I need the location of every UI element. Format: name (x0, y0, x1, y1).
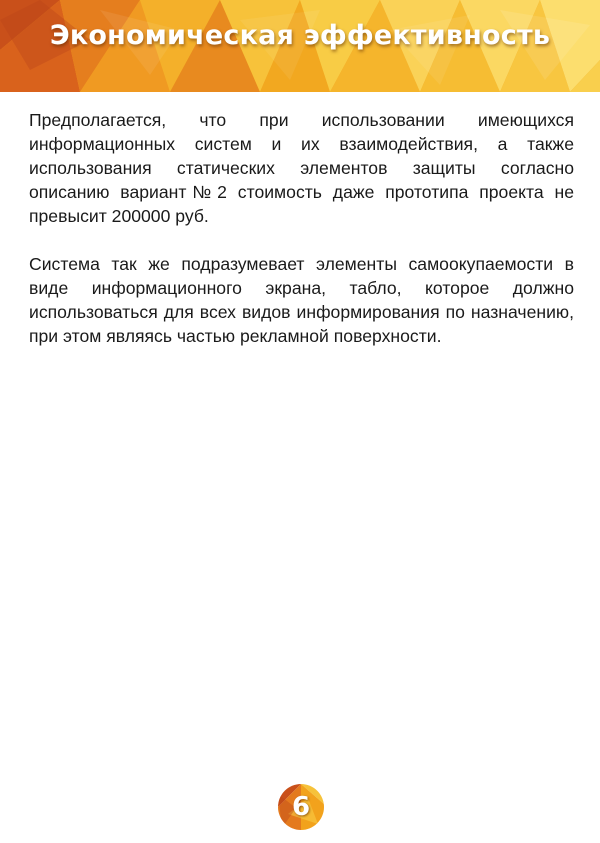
page-number-badge (278, 784, 324, 830)
content-body (29, 108, 574, 372)
paragraph: Система так же подразумевает элементы самоокупаемости в виде информационного экрана, табло, которое должно использоваться для всех видов информирования по назначению, при этом являясь частью рекламной поверхности. (29, 254, 574, 346)
page-number: 6 (291, 792, 311, 822)
page-title: Экономическая эффективность (49, 20, 551, 51)
header-banner (0, 0, 600, 92)
paragraph: Предполагается, что при использовании имеющихся информационных систем и их взаимодействия, а также использования статических элементов защиты согласно описанию вариант№2 стоимость даже прототипа проекта не превысит 200000 руб. (29, 110, 574, 226)
